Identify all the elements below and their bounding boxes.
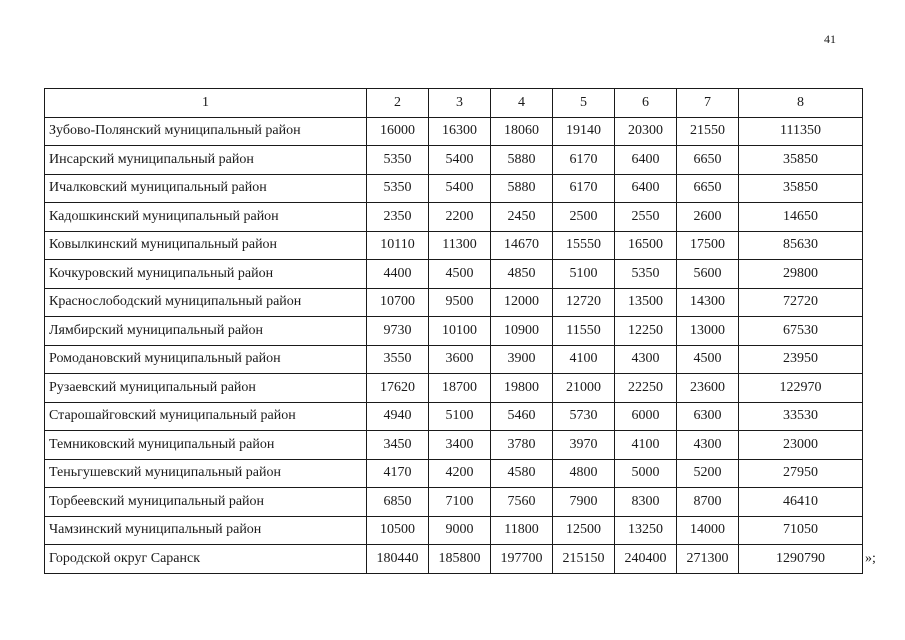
table-body [45, 117, 863, 573]
table-cell: 13000 [677, 317, 739, 346]
table-row [45, 345, 863, 374]
row-label: Краснослободский муниципальный район [45, 288, 367, 317]
table-cell: 7560 [491, 488, 553, 517]
table-cell: 3970 [553, 431, 615, 460]
table-cell: 16300 [429, 117, 491, 146]
row-label: Кочкуровский муниципальный район [45, 260, 367, 289]
row-label: Зубово-Полянский муниципальный район [45, 117, 367, 146]
table-cell: 12500 [553, 516, 615, 545]
table-cell: 5600 [677, 260, 739, 289]
table-cell: 4100 [615, 431, 677, 460]
table-row [45, 402, 863, 431]
table-cell: 5100 [553, 260, 615, 289]
row-label: Старошайговский муниципальный район [45, 402, 367, 431]
table-cell: 4500 [429, 260, 491, 289]
table-cell: 20300 [615, 117, 677, 146]
row-label: Темниковский муниципальный район [45, 431, 367, 460]
column-header: 6 [615, 89, 677, 118]
table-cell: 33530 [739, 402, 863, 431]
row-label: Ковылкинский муниципальный район [45, 231, 367, 260]
table-cell: 215150 [553, 545, 615, 574]
column-header: 4 [491, 89, 553, 118]
table-cell: 4500 [677, 345, 739, 374]
table-cell: 3780 [491, 431, 553, 460]
table-cell: 3450 [367, 431, 429, 460]
table-row [45, 231, 863, 260]
table-cell: 4850 [491, 260, 553, 289]
table-cell: 10110 [367, 231, 429, 260]
table-cell: 9000 [429, 516, 491, 545]
table-cell: 14650 [739, 203, 863, 232]
table-cell: 14000 [677, 516, 739, 545]
table-cell: 5880 [491, 174, 553, 203]
row-label: Кадошкинский муниципальный район [45, 203, 367, 232]
table-cell: 85630 [739, 231, 863, 260]
table-cell: 180440 [367, 545, 429, 574]
table-cell: 10500 [367, 516, 429, 545]
table-cell: 3600 [429, 345, 491, 374]
table-cell: 11300 [429, 231, 491, 260]
row-label: Лямбирский муниципальный район [45, 317, 367, 346]
table-cell: 5000 [615, 459, 677, 488]
table-cell: 23950 [739, 345, 863, 374]
row-label: Городской округ Саранск [45, 545, 367, 574]
table-cell: 6400 [615, 174, 677, 203]
table-cell: 35850 [739, 146, 863, 175]
table-row [45, 260, 863, 289]
table-cell: 2550 [615, 203, 677, 232]
table-cell: 7100 [429, 488, 491, 517]
table-row [45, 317, 863, 346]
table-cell: 10900 [491, 317, 553, 346]
table-cell: 5350 [367, 146, 429, 175]
table-cell: 23000 [739, 431, 863, 460]
table-cell: 185800 [429, 545, 491, 574]
table-cell: 2600 [677, 203, 739, 232]
row-label: Торбеевский муниципальный район [45, 488, 367, 517]
table-cell: 3400 [429, 431, 491, 460]
table-row [45, 117, 863, 146]
table-row [45, 174, 863, 203]
table-cell: 18700 [429, 374, 491, 403]
table-cell: 71050 [739, 516, 863, 545]
table-cell: 2500 [553, 203, 615, 232]
table-cell: 111350 [739, 117, 863, 146]
table-cell: 271300 [677, 545, 739, 574]
table-cell: 10700 [367, 288, 429, 317]
table-cell: 72720 [739, 288, 863, 317]
table-cell: 46410 [739, 488, 863, 517]
table-cell: 4400 [367, 260, 429, 289]
table-cell: 14300 [677, 288, 739, 317]
table-cell: 8700 [677, 488, 739, 517]
table-cell: 10100 [429, 317, 491, 346]
column-header: 1 [45, 89, 367, 118]
table-cell: 8300 [615, 488, 677, 517]
table-cell: 3550 [367, 345, 429, 374]
table-cell: 4200 [429, 459, 491, 488]
table-cell: 4100 [553, 345, 615, 374]
table-cell: 1290790 [739, 545, 863, 574]
table-cell: 5100 [429, 402, 491, 431]
table-row [45, 516, 863, 545]
table-cell: 5400 [429, 146, 491, 175]
table-cell: 4940 [367, 402, 429, 431]
table-row [45, 374, 863, 403]
table-cell: 197700 [491, 545, 553, 574]
table-cell: 14670 [491, 231, 553, 260]
column-header: 3 [429, 89, 491, 118]
column-header: 2 [367, 89, 429, 118]
table-cell: 2350 [367, 203, 429, 232]
table-cell: 7900 [553, 488, 615, 517]
table-header-row [45, 89, 863, 118]
row-label: Инсарский муниципальный район [45, 146, 367, 175]
table-cell: 6850 [367, 488, 429, 517]
data-table [44, 88, 863, 574]
table-cell: 4300 [615, 345, 677, 374]
table-cell: 4580 [491, 459, 553, 488]
table-cell: 21550 [677, 117, 739, 146]
table-cell: 18060 [491, 117, 553, 146]
table-cell: 12250 [615, 317, 677, 346]
table-cell: 21000 [553, 374, 615, 403]
table-row [45, 459, 863, 488]
table-cell: 11550 [553, 317, 615, 346]
table-cell: 6170 [553, 146, 615, 175]
table-cell: 6000 [615, 402, 677, 431]
table-cell: 17620 [367, 374, 429, 403]
table-cell: 5350 [367, 174, 429, 203]
column-header: 5 [553, 89, 615, 118]
table-row [45, 488, 863, 517]
table-cell: 16500 [615, 231, 677, 260]
table-cell: 17500 [677, 231, 739, 260]
row-label: Рузаевский муниципальный район [45, 374, 367, 403]
table-cell: 35850 [739, 174, 863, 203]
row-label: Ромодановский муниципальный район [45, 345, 367, 374]
table-cell: 122970 [739, 374, 863, 403]
table-row [45, 545, 863, 574]
table-cell: 29800 [739, 260, 863, 289]
table-cell: 13500 [615, 288, 677, 317]
table-cell: 23600 [677, 374, 739, 403]
table-cell: 6400 [615, 146, 677, 175]
table-row [45, 288, 863, 317]
table-cell: 240400 [615, 545, 677, 574]
table-cell: 6300 [677, 402, 739, 431]
table-cell: 19800 [491, 374, 553, 403]
table-cell: 4300 [677, 431, 739, 460]
table-row [45, 146, 863, 175]
column-header: 8 [739, 89, 863, 118]
table-cell: 5350 [615, 260, 677, 289]
table-cell: 67530 [739, 317, 863, 346]
table-cell: 2450 [491, 203, 553, 232]
table-cell: 9500 [429, 288, 491, 317]
table-cell: 16000 [367, 117, 429, 146]
table-cell: 22250 [615, 374, 677, 403]
table-cell: 5730 [553, 402, 615, 431]
table-cell: 5200 [677, 459, 739, 488]
table-cell: 2200 [429, 203, 491, 232]
table-cell: 12720 [553, 288, 615, 317]
row-label: Теньгушевский муниципальный район [45, 459, 367, 488]
table-row [45, 203, 863, 232]
table-cell: 27950 [739, 459, 863, 488]
table-cell: 5880 [491, 146, 553, 175]
table-cell: 4800 [553, 459, 615, 488]
row-label: Ичалковский муниципальный район [45, 174, 367, 203]
table-cell: 6650 [677, 146, 739, 175]
table-cell: 13250 [615, 516, 677, 545]
table-row [45, 431, 863, 460]
table-cell: 5460 [491, 402, 553, 431]
table-cell: 6650 [677, 174, 739, 203]
table-cell: 11800 [491, 516, 553, 545]
table-cell: 6170 [553, 174, 615, 203]
table-cell: 15550 [553, 231, 615, 260]
table-cell: 5400 [429, 174, 491, 203]
table-cell: 4170 [367, 459, 429, 488]
row-label: Чамзинский муниципальный район [45, 516, 367, 545]
table-cell: 9730 [367, 317, 429, 346]
table-cell: 3900 [491, 345, 553, 374]
column-header: 7 [677, 89, 739, 118]
table-cell: 19140 [553, 117, 615, 146]
closing-quote-mark: »; [865, 551, 876, 566]
page-number: 41 [824, 32, 836, 46]
table-cell: 12000 [491, 288, 553, 317]
